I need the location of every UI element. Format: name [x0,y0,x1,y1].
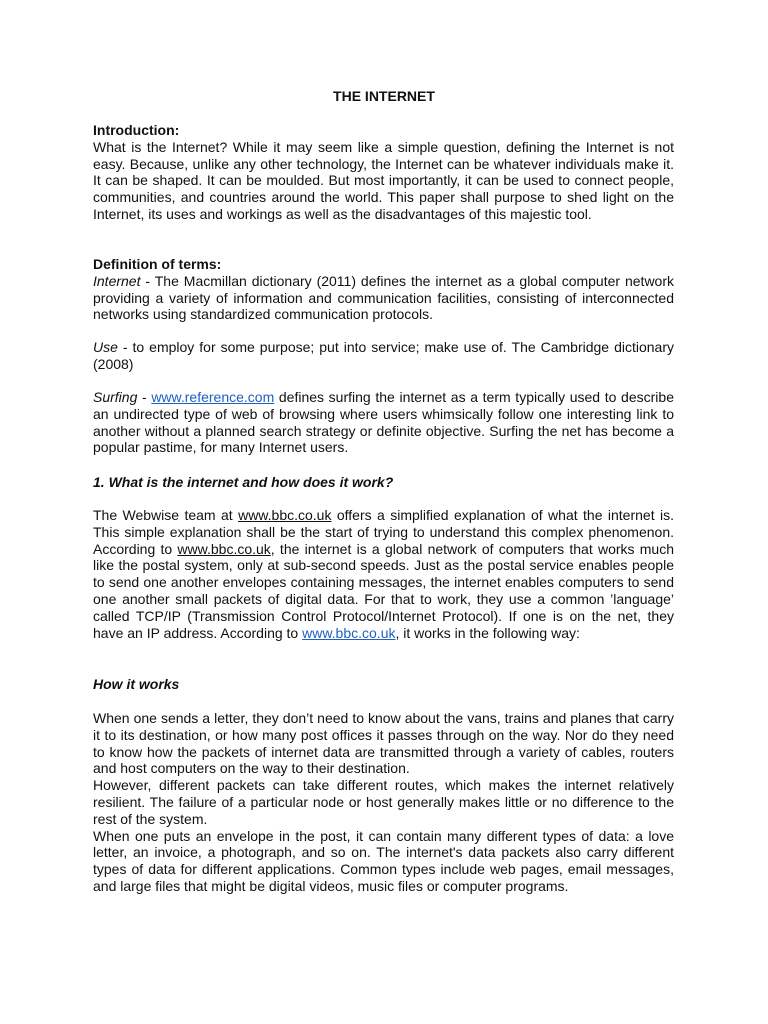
definition-internet-text: - The Macmillan dictionary (2011) defines the internet as a global computer network providing a variety of information and communication facilities, consisting of interconnected networks using standardized communication protocols. [93,272,674,323]
how-heading: How it works [93,676,180,692]
section1-heading: 1. What is the internet and how does it work? [93,474,394,490]
definitions-heading: Definition of terms: [93,256,222,272]
definition-internet [93,273,674,323]
s1-text-3: , the internet is a global network of computers that works much like the postal system, only at sub-second speeds. Just as the postal service enables people to send one another envelopes containing messages, the internet enables computers to send one another small packets of digital data. For that to work, they use a common ’language’ called TCP/IP (Transmission Control Protocol/Internet Protocol). If one is on the net, they have an IP address. According to [93,540,674,641]
definition-surfing-text: defines surfing the internet as a term typically used to describe an undirected type of web of browsing where users whimsically follow one interesting link to another without a planned search strategy or definite objective. Surfing the net has become a popular pastime, for many Internet users. [93,389,674,456]
definition-use-block [93,339,674,373]
bbc-link-3[interactable]: www.bbc.co.uk [302,624,396,641]
term-internet: Internet [93,272,141,289]
how-paragraph-3: When one puts an envelope in the post, it can contain many different types of data: a love letter, an invoice, a photograph, and so on. The internet's data packets also carry different types of data for different applications. Common types include web pages, email messages, and large files that might be digital videos, music files or computer programs. [93,827,674,894]
section1-paragraph-block [93,507,674,641]
s1-text-4: , it works in the following way: [395,624,580,641]
how-paragraph-2: However, different packets can take different routes, which makes the internet relatively resilient. The failure of a particular node or host generally makes little or no difference to the rest of the system. [93,777,674,827]
term-surfing: Surfing [93,389,138,405]
definition-use-text: - to employ for some purpose; put into service; make use of. The Cambridge dictionary (2008) [93,339,674,372]
how-section [93,710,674,895]
intro-heading: Introduction: [93,122,180,138]
intro-section [93,122,674,223]
definitions-section [93,256,674,323]
section1-paragraph [93,507,674,641]
definition-surfing-block [93,389,674,456]
how-heading-block [93,676,674,693]
term-use: Use [93,339,118,355]
how-paragraph-1: When one sends a letter, they don’t need to know about the vans, trains and planes that carry it to its destination, or how many post offices it passes through on the way. Nor do they need to know how the packets of internet data are transmitted through a variety of cables, routers and host computers on the way to their destination. [93,710,674,777]
s1-text-1: The Webwise team at [93,507,239,523]
intro-paragraph: What is the Internet? While it may seem like a simple question, defining the Internet is not easy. Because, unlike any other technology, the Internet can be whatever individuals make it. It can be shaped. It can be moulded. But most importantly, it can be used to connect people, communities, and countries around the world. This paper shall purpose to shed light on the Internet, its uses and workings as well as the disadvantages of this majestic tool. [93,138,674,222]
definition-surfing-dash: - [137,389,152,405]
bbc-link-1[interactable]: www.bbc.co.uk [238,507,332,523]
section1-heading-block [93,474,674,491]
bbc-link-2[interactable]: www.bbc.co.uk [177,540,271,557]
definition-use [93,339,674,373]
s1-text-2: offers a simplified explanation of what the internet is. This simple explanation shall be the start of trying to understand this complex phenomenon. According to [93,507,674,557]
definition-surfing [93,389,674,456]
page-title: THE INTERNET [333,88,435,104]
reference-link[interactable]: www.reference.com [151,389,275,405]
